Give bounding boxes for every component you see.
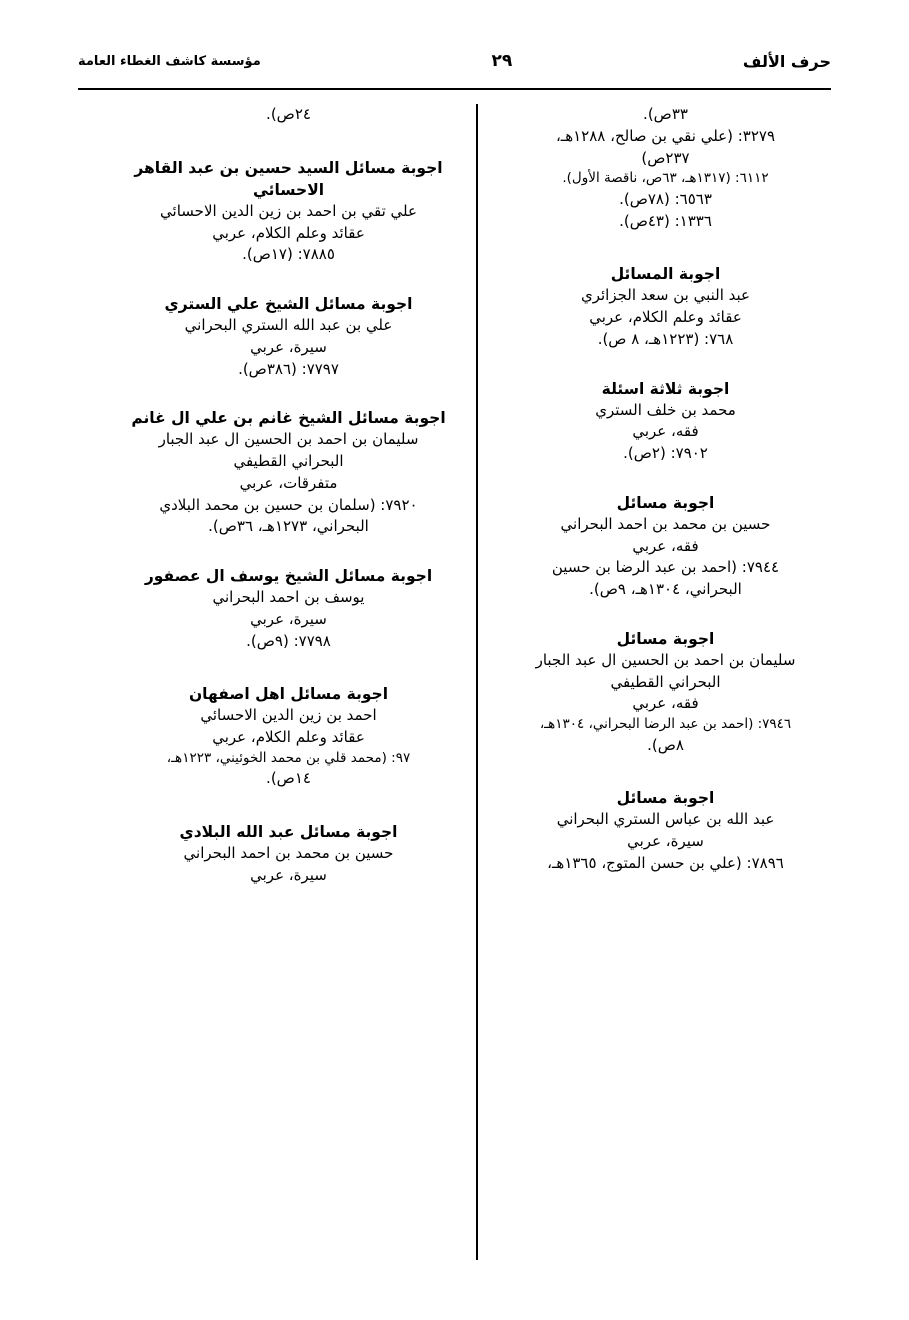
entry-title: اجوبة مسائل bbox=[616, 629, 715, 648]
entry-line: ٨ص). bbox=[647, 735, 684, 754]
entry-title: اجوبة مسائل الشيخ غانم بن علي ال غانم bbox=[131, 409, 446, 428]
entry-line: ١٤ص). bbox=[266, 769, 311, 788]
continued-entry-fragments bbox=[500, 104, 831, 232]
entry-line: ٧٩٠٢: (٢ص). bbox=[623, 444, 708, 463]
continued-line: ٦١١٢: (١٣١٧هـ، ٦٣ص، ناقصة الأول). bbox=[562, 170, 769, 187]
bibliography-entry bbox=[123, 821, 454, 887]
bibliography-entry bbox=[500, 492, 831, 601]
header-divider-rule bbox=[78, 88, 831, 90]
bibliography-entry bbox=[123, 565, 454, 652]
entry-line: متفرقات، عربي bbox=[239, 473, 338, 492]
bibliography-entry bbox=[500, 787, 831, 874]
continued-entry-fragments bbox=[123, 104, 454, 126]
entry-line: عقائد وعلم الكلام، عربي bbox=[212, 728, 365, 746]
entry-line: ٧٦٨: (١٢٢٣هـ، ٨ ص). bbox=[597, 329, 734, 348]
entry-line: حسين بن محمد بن احمد البحراني bbox=[183, 844, 394, 863]
entry-title: اجوبة مسائل السيد حسين بن عبد القاهر الاحسائي bbox=[134, 158, 443, 199]
entry-line: علي بن عبد الله الستري البحراني bbox=[184, 316, 393, 334]
bibliography-entry bbox=[500, 628, 831, 757]
entry-line: سيرة، عربي bbox=[250, 337, 327, 356]
entry-title: اجوبة ثلاثة اسئلة bbox=[601, 379, 730, 398]
header-chapter-label: حرف الألف bbox=[742, 51, 831, 71]
entry-title: اجوبة مسائل bbox=[616, 789, 715, 808]
entry-line: ٧٨٩٦: (علي بن حسن المتوج، ١٣٦٥هـ، bbox=[547, 853, 784, 872]
entry-line: سليمان بن احمد بن الحسين ال عبد الجبار bbox=[535, 650, 796, 669]
entry-title: اجوبة مسائل عبد الله البلادي bbox=[179, 823, 398, 842]
entry-line: ٧٩٤٦: (احمد بن عبد الرضا البحراني، ١٣٠٤هـ، bbox=[539, 716, 792, 733]
entry-title: اجوبة مسائل الشيخ يوسف ال عصفور bbox=[144, 567, 433, 585]
entry-line: يوسف بن احمد البحراني bbox=[212, 588, 365, 606]
continued-line: ٢٣٧ص) bbox=[641, 148, 690, 167]
entry-title: اجوبة مسائل الشيخ علي الستري bbox=[164, 295, 413, 313]
column-divider bbox=[476, 104, 478, 1260]
entry-title: اجوبة مسائل اهل اصفهان bbox=[188, 685, 389, 704]
entry-line: البحراني، ١٢٧٣هـ، ٣٦ص). bbox=[208, 517, 369, 536]
bibliography-entry bbox=[123, 683, 454, 790]
entry-line: سيرة، عربي bbox=[250, 609, 327, 628]
entry-line: ٩٧: (محمد قلي بن محمد الخوئيني، ١٢٢٣هـ، bbox=[166, 749, 411, 766]
entry-line: ٧٧٩٨: (٩ص). bbox=[246, 631, 331, 650]
continued-line: ١٣٣٦: (٤٣ص). bbox=[619, 211, 712, 230]
page-columns bbox=[78, 104, 831, 1260]
bibliography-entry bbox=[123, 293, 454, 380]
bibliography-entry bbox=[500, 378, 831, 465]
entry-line: فقه، عربي bbox=[632, 422, 699, 441]
entry-line: فقه، عربي bbox=[632, 694, 699, 713]
header-institution-label: مؤسسة كاشف الغطاء العامة bbox=[78, 53, 261, 69]
continued-line: ٣٢٧٩: (علي نقي بن صالح، ١٢٨٨هـ، bbox=[555, 126, 776, 145]
entry-line: سيرة، عربي bbox=[250, 865, 327, 884]
entry-line: علي تقي بن احمد بن زين الدين الاحسائي bbox=[160, 201, 417, 220]
entry-line: البحراني القطيفي bbox=[610, 672, 721, 691]
bibliography-entry bbox=[123, 157, 454, 266]
entry-line: سيرة، عربي bbox=[627, 832, 704, 851]
continued-line: ٣٣ص). bbox=[643, 105, 688, 123]
entry-line: عبد الله بن عباس الستري البحراني bbox=[556, 810, 775, 829]
entry-line: سليمان بن احمد بن الحسين ال عبد الجبار bbox=[158, 430, 419, 449]
entry-line: عبد النبي بن سعد الجزائري bbox=[580, 286, 751, 305]
continued-line: ٦٥٦٣: (٧٨ص). bbox=[619, 189, 712, 208]
entry-title: اجوبة المسائل bbox=[610, 265, 721, 284]
entry-line: عقائد وعلم الكلام، عربي bbox=[589, 308, 742, 327]
entry-line: ٧٩٤٤: (احمد بن عبد الرضا بن حسين bbox=[551, 558, 780, 577]
entry-line: البحراني، ١٣٠٤هـ، ٩ص). bbox=[589, 580, 742, 599]
entry-line: ٧٩٢٠: (سلمان بن حسين بن محمد البلادي bbox=[159, 495, 418, 514]
entry-line: فقه، عربي bbox=[632, 536, 699, 555]
column-right bbox=[478, 104, 831, 1260]
bibliography-entry bbox=[123, 407, 454, 538]
entry-line: عقائد وعلم الكلام، عربي bbox=[212, 223, 365, 242]
entry-line: البحراني القطيفي bbox=[233, 452, 344, 470]
entry-title: اجوبة مسائل bbox=[616, 493, 715, 512]
page-number: ٢٩ bbox=[491, 51, 513, 71]
bibliography-entry bbox=[500, 263, 831, 350]
page-header bbox=[78, 44, 831, 78]
column-left bbox=[123, 104, 476, 1260]
entry-line: احمد بن زين الدين الاحسائي bbox=[200, 706, 377, 725]
entry-line: ٧٨٨٥: (١٧ص). bbox=[242, 245, 335, 264]
entry-line: حسين بن محمد بن احمد البحراني bbox=[560, 514, 771, 533]
entry-line: ٧٧٩٧: (٣٨٦ص). bbox=[238, 359, 339, 378]
entry-line: محمد بن خلف الستري bbox=[595, 400, 736, 419]
continued-line: ٢٤ص). bbox=[266, 105, 311, 123]
